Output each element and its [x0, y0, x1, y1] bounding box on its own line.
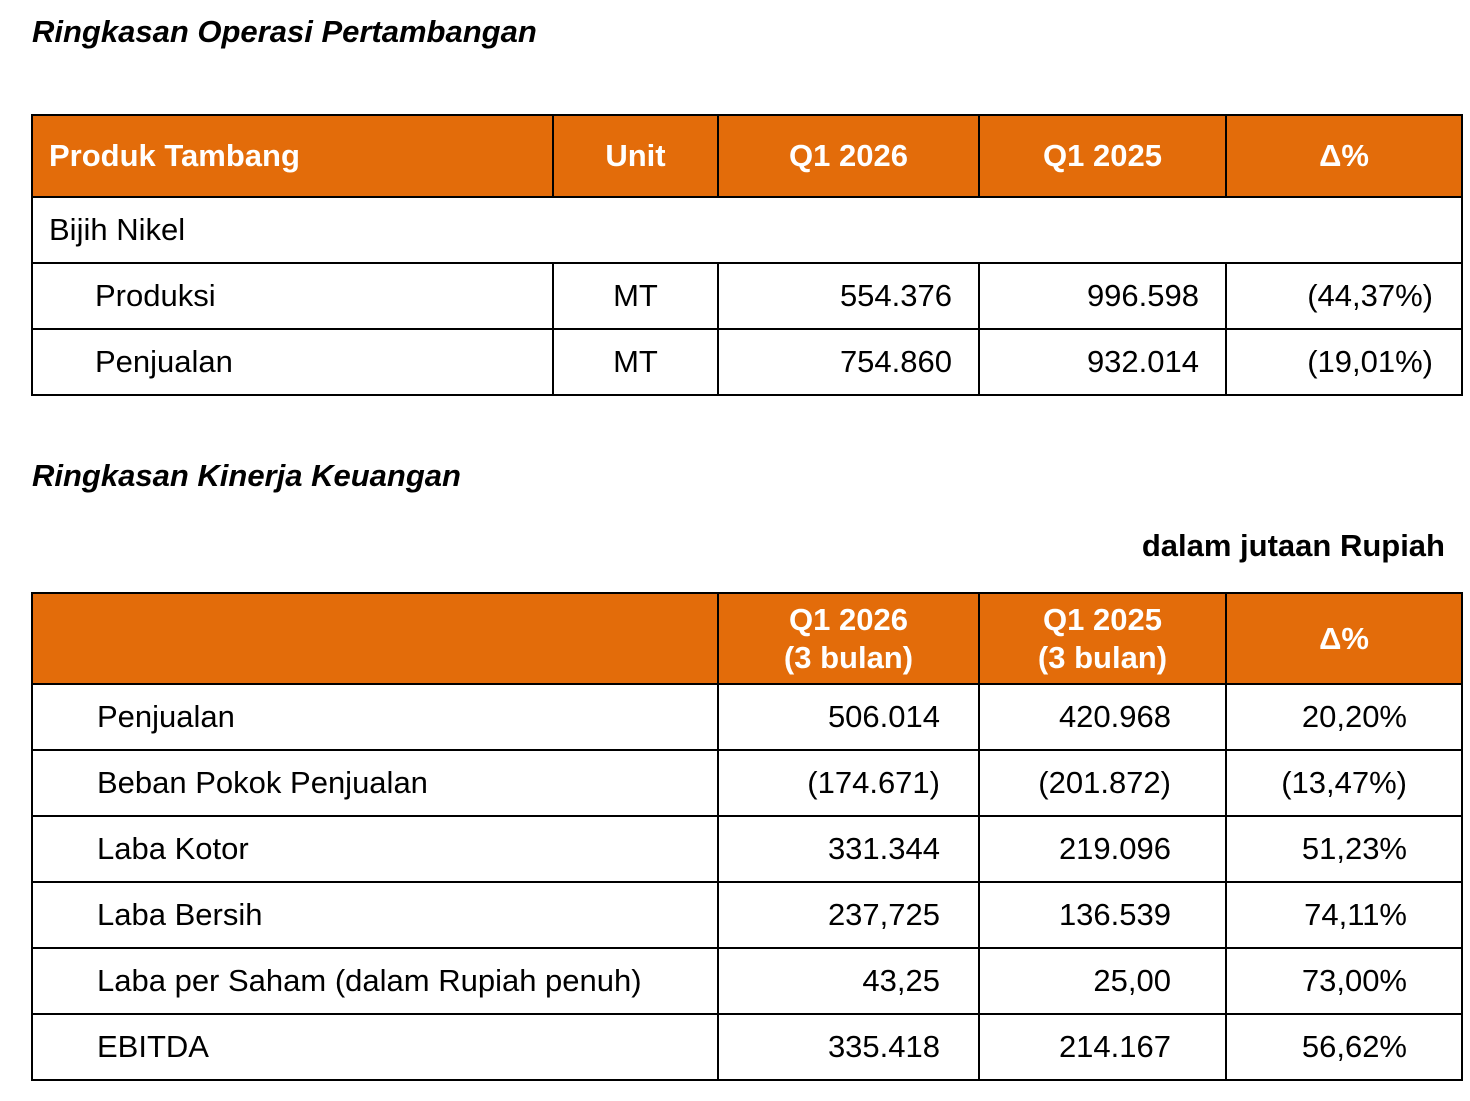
table-row: [32, 263, 1462, 329]
header-delta: Δ%: [1226, 115, 1462, 197]
mining-summary-title: Ringkasan Operasi Pertambangan: [32, 14, 537, 49]
table-row: [32, 816, 1462, 882]
row-delta: 20,20%: [1226, 684, 1462, 750]
header-q1-2025: [979, 593, 1226, 684]
row-q1-2026: 335.418: [718, 1014, 979, 1080]
header-delta: Δ%: [1226, 593, 1462, 684]
currency-unit-note: dalam jutaan Rupiah: [1141, 528, 1445, 563]
row-q1-2025: 214.167: [979, 1014, 1226, 1080]
row-q1-2026: 331.344: [718, 816, 979, 882]
financial-summary-title: Ringkasan Kinerja Keuangan: [32, 458, 461, 493]
row-q1-2025: 932.014: [979, 329, 1226, 395]
row-q1-2026: 237,725: [718, 882, 979, 948]
group-row: [32, 197, 1462, 263]
header-q1-2026: [718, 593, 979, 684]
group-label-nickel-ore: Bijih Nikel: [32, 197, 1462, 263]
row-label: Penjualan: [32, 684, 718, 750]
header-q1-2026: Q1 2026: [718, 115, 979, 197]
header-product: Produk Tambang: [32, 115, 553, 197]
row-label: Beban Pokok Penjualan: [32, 750, 718, 816]
table-row: [32, 1014, 1462, 1080]
row-q1-2026: 506.014: [718, 684, 979, 750]
table-row: [32, 948, 1462, 1014]
row-delta: 74,11%: [1226, 882, 1462, 948]
header-q1-2025-line2: (3 bulan): [1037, 639, 1168, 675]
table-row: [32, 882, 1462, 948]
row-q1-2025: (201.872): [979, 750, 1226, 816]
row-q1-2025: 996.598: [979, 263, 1226, 329]
header-q1-2026-line2: (3 bulan): [783, 639, 914, 675]
table-row: [32, 684, 1462, 750]
row-q1-2026: 43,25: [718, 948, 979, 1014]
row-delta: 56,62%: [1226, 1014, 1462, 1080]
header-q1-2025: Q1 2025: [979, 115, 1226, 197]
header-label: [32, 593, 718, 684]
row-q1-2026: 754.860: [718, 329, 979, 395]
row-delta: (19,01%): [1226, 329, 1462, 395]
row-label: Laba Kotor: [32, 816, 718, 882]
table-header-row: [32, 115, 1462, 197]
row-q1-2025: 136.539: [979, 882, 1226, 948]
row-label: Produksi: [32, 263, 553, 329]
header-unit: Unit: [553, 115, 718, 197]
mining-operations-table: [31, 114, 1463, 396]
row-delta: 73,00%: [1226, 948, 1462, 1014]
table-row: [32, 750, 1462, 816]
row-label: Laba Bersih: [32, 882, 718, 948]
row-q1-2025: 25,00: [979, 948, 1226, 1014]
row-delta: 51,23%: [1226, 816, 1462, 882]
row-q1-2025: 420.968: [979, 684, 1226, 750]
row-q1-2026: 554.376: [718, 263, 979, 329]
row-unit: MT: [553, 263, 718, 329]
header-q1-2025-line1: Q1 2025: [1043, 602, 1162, 638]
row-q1-2026: (174.671): [718, 750, 979, 816]
row-label: Penjualan: [32, 329, 553, 395]
financial-performance-table: [31, 592, 1463, 1081]
table-row: [32, 329, 1462, 395]
row-label: EBITDA: [32, 1014, 718, 1080]
row-unit: MT: [553, 329, 718, 395]
row-label: Laba per Saham (dalam Rupiah penuh): [32, 948, 718, 1014]
row-delta: (13,47%): [1226, 750, 1462, 816]
table-header-row: [32, 593, 1462, 684]
row-delta: (44,37%): [1226, 263, 1462, 329]
header-q1-2026-line1: Q1 2026: [789, 602, 908, 638]
row-q1-2025: 219.096: [979, 816, 1226, 882]
